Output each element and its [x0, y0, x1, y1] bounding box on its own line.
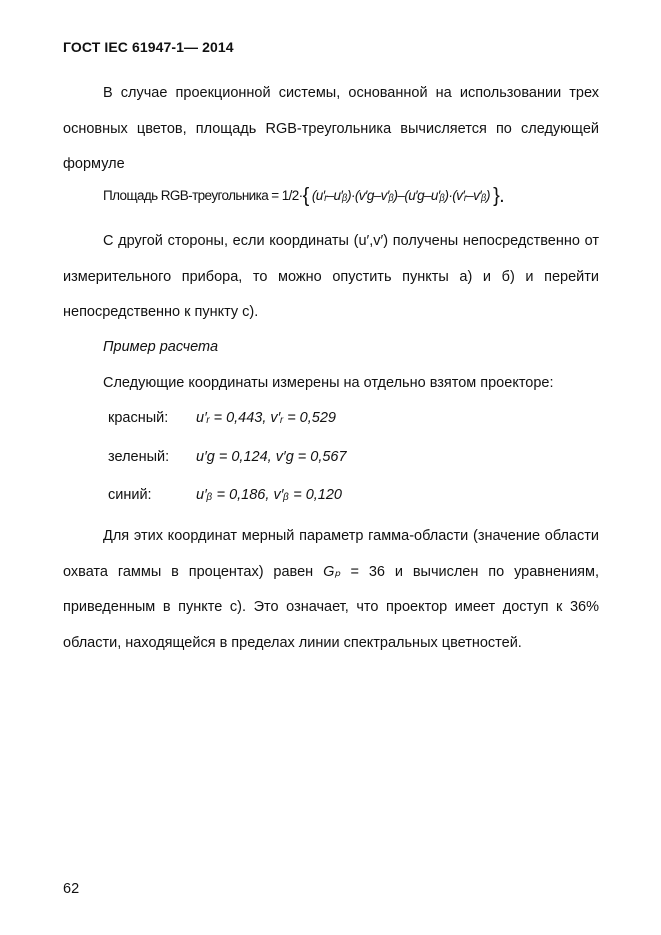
paragraph-gamut-before: Для этих координат мерный параметр гамма-области (значение области охвата гаммы в процентах) равен [63, 528, 599, 580]
paragraph-intro [63, 76, 599, 183]
coord-label-blue: синий: [108, 487, 152, 503]
coord-label-green: зеленый: [108, 449, 170, 465]
paragraph-direct-measurement-text: С другой стороны, если координаты (u′,v′) получены непосредственно от измерительного прибора, то можно опустить пункты а) и б) и перейти непосредственно к пункту с). [63, 233, 599, 320]
rgb-area-formula [103, 183, 504, 206]
formula-expression: (u′ᵣ–u′ᵦ)·(v′g–v′ᵦ)–(u′g–u′ᵦ)·(v′ᵣ–v′ᵦ) [311, 188, 490, 203]
example-intro: Следующие координаты измерены на отдельно взятом проекторе: [103, 375, 554, 391]
coord-u-red: u′ᵣ = 0,443, [196, 410, 267, 426]
formula-factor: 1/2· [281, 188, 303, 203]
page-number: 62 [63, 881, 80, 897]
paragraph-intro-text: В случае проекционной системы, основанной на использовании трех основных цветов, площадь RGB-треугольника вычисляется по следующей формуле [63, 85, 599, 172]
formula-open-brace: { [302, 185, 309, 207]
formula-close-brace: }. [493, 185, 505, 207]
coord-u-blue: u′ᵦ = 0,186, [196, 487, 270, 503]
coord-v-green: v′g = 0,567 [275, 449, 347, 465]
document-header: ГОСТ IEC 61947-1— 2014 [63, 39, 234, 55]
example-title: Пример расчета [103, 339, 219, 355]
coord-value-blue [196, 487, 342, 503]
paragraph-gamut-result [63, 519, 599, 661]
coord-label-red: красный: [108, 410, 169, 426]
coord-value-red [196, 410, 336, 426]
gamut-symbol: Gₚ [323, 563, 341, 580]
coord-v-blue: v′ᵦ = 0,120 [273, 487, 342, 503]
coord-u-green: u′g = 0,124, [196, 449, 272, 465]
formula-label: Площадь RGB-треугольника = [103, 188, 279, 203]
coord-v-red: v′ᵣ = 0,529 [270, 410, 336, 426]
paragraph-gamut-after: = 36 и вычислен по уравнениям, приведенным в пункте с). Это означает, что проектор имеет доступ к 36% области, находящейся в пределах линии спектральных цветностей. [63, 563, 600, 651]
paragraph-direct-measurement [63, 224, 599, 331]
coord-value-green [196, 449, 347, 465]
